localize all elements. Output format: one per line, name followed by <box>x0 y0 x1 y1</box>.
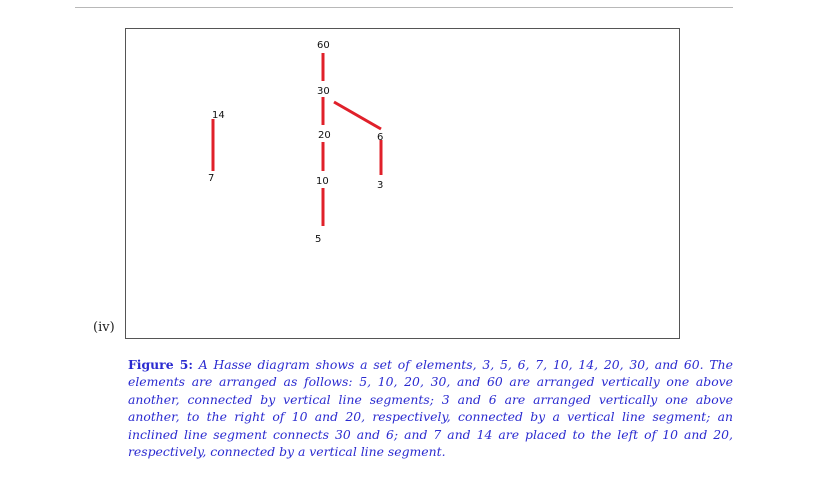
subfigure-label: (iv) <box>93 320 115 335</box>
node-3: 3 <box>377 180 384 191</box>
figure-caption <box>128 356 733 460</box>
node-60: 60 <box>317 40 330 51</box>
node-10: 10 <box>316 176 329 187</box>
node-30: 30 <box>317 86 330 97</box>
node-5: 5 <box>315 234 322 245</box>
node-20: 20 <box>318 130 331 141</box>
hasse-diagram <box>126 29 681 340</box>
caption-label: Figure 5: <box>128 357 193 372</box>
top-rule <box>75 7 733 8</box>
caption-text: A Hasse diagram shows a set of elements, 3, 5, 6, 7, 10, 14, 20, 30, and 60. The elements are arranged as follows: 5, 10, 20, 30, and 60 are arranged vertically one above another, connected by vertical line segments; 3 and 6 are arranged vertically one above another, to the right of 10 and 20, respectively, connected by a vertical line segment; an inclined line segment connects 30 and 6; and 7 and 14 are placed to the left of 10 and 20, respectively, connected by a vertical line segment. <box>128 357 733 460</box>
node-6: 6 <box>377 132 384 143</box>
node-7: 7 <box>208 173 215 184</box>
edge-30-6 <box>334 102 381 129</box>
hasse-diagram-frame <box>125 28 680 339</box>
node-14: 14 <box>212 110 225 121</box>
